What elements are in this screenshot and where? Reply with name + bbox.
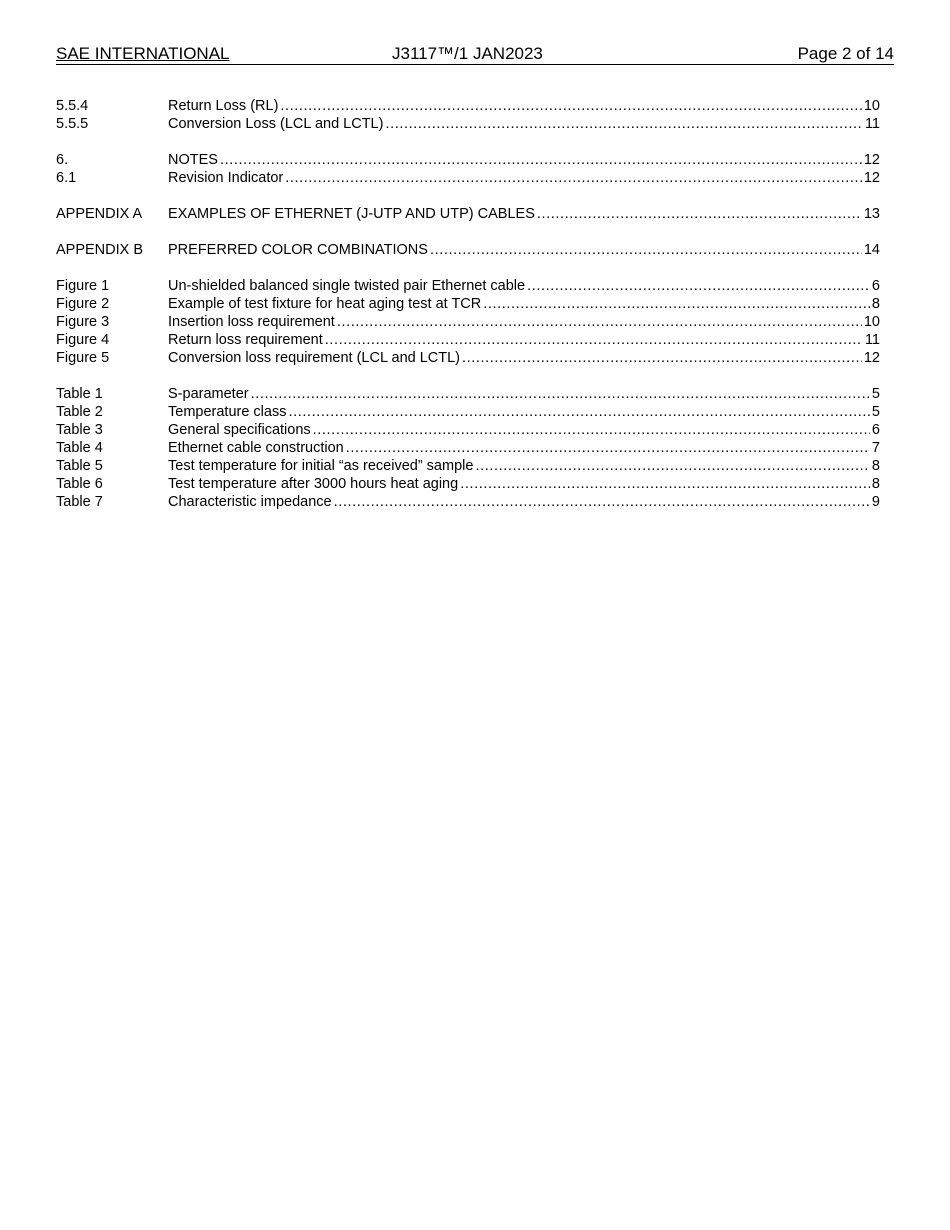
toc-entry-title: Example of test fixture for heat aging test at TCR — [168, 296, 482, 312]
toc-entry-title: Test temperature for initial “as received” sample — [168, 458, 474, 474]
toc-entry-number: Figure 1 — [56, 278, 110, 294]
toc-entry-title: Return Loss (RL) — [168, 98, 279, 114]
toc-entry-title: Return loss requirement — [168, 332, 323, 348]
toc-group — [56, 205, 880, 223]
toc-entry-number: Figure 4 — [56, 332, 110, 348]
toc-entry[interactable] — [56, 151, 880, 169]
toc-entry[interactable] — [56, 403, 880, 421]
toc-dot-leader — [334, 493, 870, 511]
toc-entry[interactable] — [56, 277, 880, 295]
header-page-info: Page 2 of 14 — [797, 44, 894, 63]
toc-entry-page: 9 — [871, 494, 880, 510]
toc-entry[interactable] — [56, 331, 880, 349]
toc-entry-number: Table 6 — [56, 476, 103, 492]
toc-entry-title: General specifications — [168, 422, 311, 438]
toc-entry-page: 6 — [871, 422, 880, 438]
toc-dot-leader — [288, 403, 869, 421]
toc-group — [56, 151, 880, 187]
toc-entry[interactable] — [56, 295, 880, 313]
toc-entry-page: 6 — [871, 278, 880, 294]
toc-entry-title: S-parameter — [168, 386, 249, 402]
toc-dot-leader — [346, 439, 870, 457]
toc-dot-leader — [251, 385, 870, 403]
toc-entry-title: Revision Indicator — [168, 170, 284, 186]
page-header — [56, 44, 894, 65]
toc-entry-title: Conversion Loss (LCL and LCTL) — [168, 116, 384, 132]
toc-entry-page: 8 — [871, 476, 880, 492]
header-org: SAE INTERNATIONAL — [56, 44, 230, 63]
toc-entry-number: 6.1 — [56, 170, 77, 186]
toc-dot-leader — [527, 277, 870, 295]
toc-entry-page: 5 — [871, 404, 880, 420]
toc-entry-page: 5 — [871, 386, 880, 402]
toc-entry-title: Ethernet cable construction — [168, 440, 344, 456]
toc-entry-page: 14 — [863, 242, 880, 258]
toc-entry-number: 6. — [56, 152, 69, 168]
toc-dot-leader — [220, 151, 862, 169]
toc-dot-leader — [460, 475, 870, 493]
toc-group — [56, 277, 880, 367]
toc-entry-title: NOTES — [168, 152, 218, 168]
toc-dot-leader — [285, 169, 862, 187]
toc-entry-number: Figure 3 — [56, 314, 110, 330]
toc-dot-leader — [537, 205, 862, 223]
toc-dot-leader — [483, 295, 870, 313]
toc-dot-leader — [462, 349, 862, 367]
toc-entry[interactable] — [56, 457, 880, 475]
toc-entry-page: 12 — [863, 152, 880, 168]
toc-group — [56, 97, 880, 133]
toc-entry[interactable] — [56, 169, 880, 187]
toc-entry-page: 12 — [863, 350, 880, 366]
toc-entry-number: Table 3 — [56, 422, 103, 438]
toc-entry-page: 13 — [863, 206, 880, 222]
toc-entry-title: Temperature class — [168, 404, 287, 420]
toc-entry-number: 5.5.4 — [56, 98, 89, 114]
toc-dot-leader — [313, 421, 870, 439]
toc-entry-page: 10 — [863, 98, 880, 114]
toc-entry-number: Table 5 — [56, 458, 103, 474]
toc-entry[interactable] — [56, 385, 880, 403]
toc-entry[interactable] — [56, 205, 880, 223]
toc-entry-page: 10 — [863, 314, 880, 330]
toc-entry[interactable] — [56, 97, 880, 115]
toc-entry-page: 7 — [871, 440, 880, 456]
toc-entry-title: Insertion loss requirement — [168, 314, 335, 330]
toc-entry-number: Figure 2 — [56, 296, 110, 312]
header-doc-id: J3117™/1 JAN2023 — [392, 44, 543, 63]
toc-entry[interactable] — [56, 421, 880, 439]
toc-entry-title: Conversion loss requirement (LCL and LCTL) — [168, 350, 461, 366]
table-of-contents — [56, 97, 880, 529]
toc-group — [56, 241, 880, 259]
toc-dot-leader — [475, 457, 869, 475]
toc-entry-page: 8 — [871, 296, 880, 312]
toc-entry-title: Un-shielded balanced single twisted pair Ethernet cable — [168, 278, 526, 294]
toc-entry[interactable] — [56, 115, 880, 133]
toc-dot-leader — [337, 313, 862, 331]
toc-entry-title: Test temperature after 3000 hours heat aging — [168, 476, 459, 492]
toc-entry-title: EXAMPLES OF ETHERNET (J-UTP AND UTP) CABLES — [168, 206, 535, 222]
toc-entry-number: APPENDIX B — [56, 242, 144, 258]
toc-group — [56, 385, 880, 511]
toc-entry-page: 12 — [863, 170, 880, 186]
toc-entry-title: Characteristic impedance — [168, 494, 332, 510]
toc-entry-number: 5.5.5 — [56, 116, 89, 132]
toc-entry-number: Figure 5 — [56, 350, 110, 366]
toc-dot-leader — [325, 331, 863, 349]
toc-entry-title: PREFERRED COLOR COMBINATIONS — [168, 242, 428, 258]
toc-dot-leader — [385, 115, 862, 133]
toc-dot-leader — [430, 241, 862, 259]
toc-dot-leader — [280, 97, 861, 115]
toc-entry[interactable] — [56, 493, 880, 511]
toc-entry-number: Table 1 — [56, 386, 103, 402]
toc-entry-number: Table 4 — [56, 440, 103, 456]
toc-entry-page: 11 — [864, 116, 880, 132]
toc-entry-number: Table 2 — [56, 404, 103, 420]
toc-entry-number: Table 7 — [56, 494, 103, 510]
toc-entry[interactable] — [56, 241, 880, 259]
toc-entry-number: APPENDIX A — [56, 206, 143, 222]
toc-entry-page: 11 — [864, 332, 880, 348]
toc-entry[interactable] — [56, 349, 880, 367]
toc-entry[interactable] — [56, 439, 880, 457]
toc-entry-page: 8 — [871, 458, 880, 474]
toc-entry[interactable] — [56, 313, 880, 331]
toc-entry[interactable] — [56, 475, 880, 493]
